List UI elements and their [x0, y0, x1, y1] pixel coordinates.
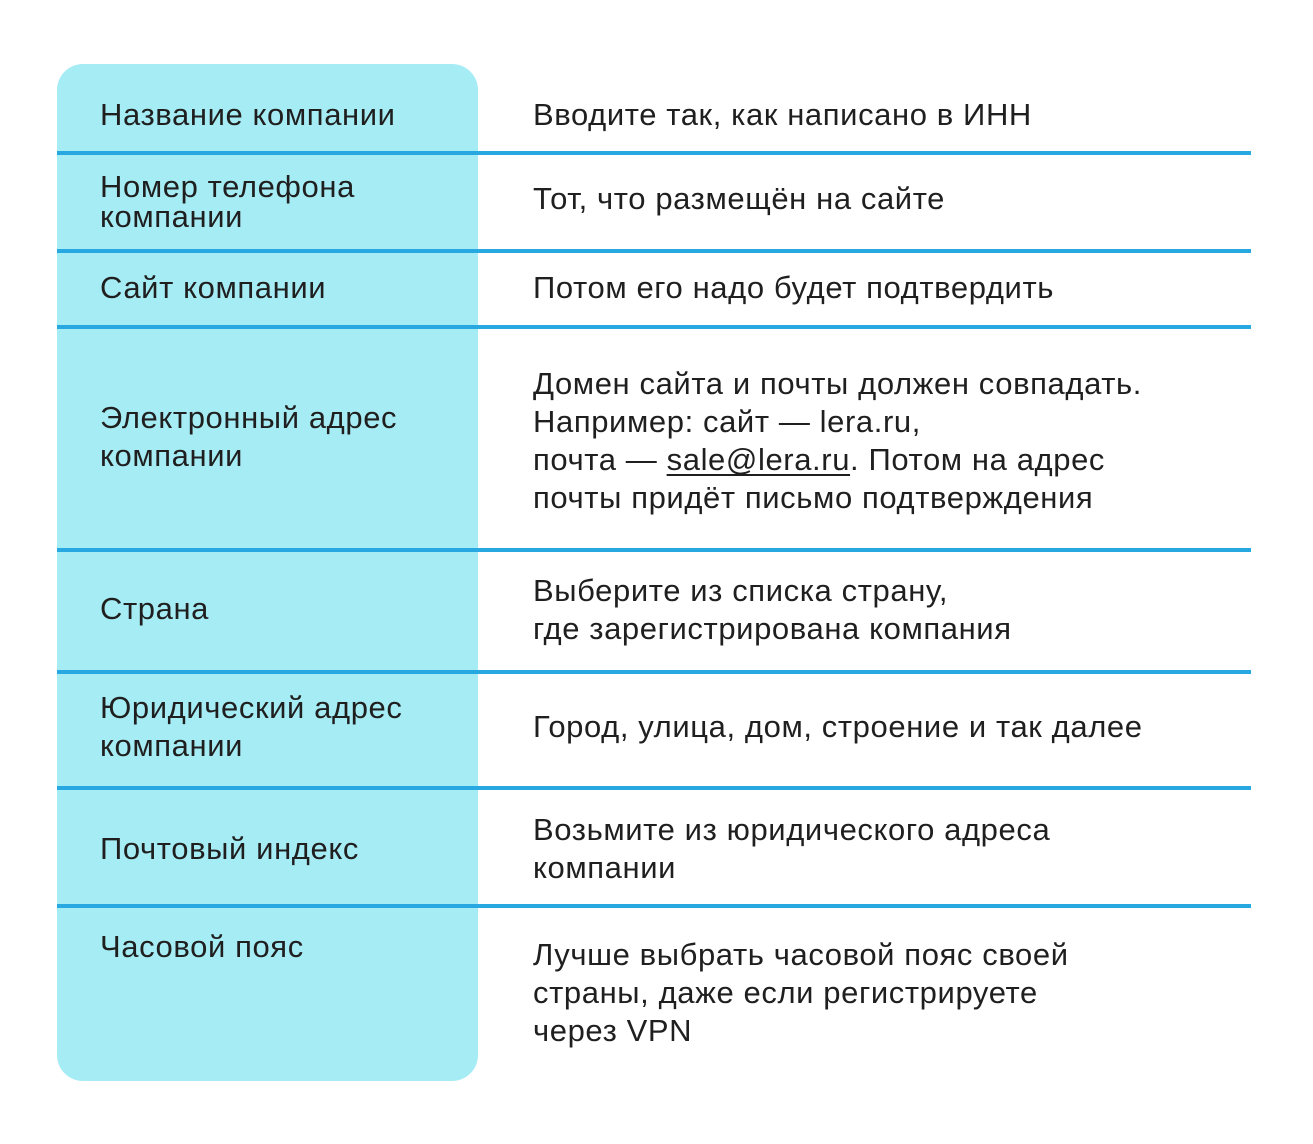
row-desc-company-email: [533, 365, 1142, 517]
row-desc-company-site: Потом его надо будет подтвердить: [533, 270, 1055, 305]
label-line: Номер телефона: [100, 169, 355, 204]
row-divider: [57, 670, 1251, 674]
desc-line: [533, 441, 1142, 479]
label-line: компании: [100, 728, 244, 763]
row-label-postal-code: Почтовый индекс: [100, 831, 359, 866]
row-desc-country: [533, 572, 1012, 648]
desc-line: Домен сайта и почты должен совпадать.: [533, 366, 1142, 401]
desc-line: через VPN: [533, 1013, 693, 1048]
row-label-company-email: [100, 399, 397, 475]
row-desc-legal-address: Город, улица, дом, строение и так далее: [533, 709, 1143, 744]
row-divider: [57, 786, 1251, 790]
row-desc-company-name: Вводите так, как написано в ИНН: [533, 97, 1032, 132]
desc-text: . Потом на адрес: [850, 442, 1106, 477]
desc-line: компании: [533, 850, 677, 885]
desc-line: Лучше выбрать часовой пояс своей: [533, 937, 1069, 972]
row-desc-timezone: [533, 936, 1069, 1050]
row-divider: [57, 151, 1251, 155]
desc-line: страны, даже если регистрируете: [533, 975, 1038, 1010]
row-label-company-site: Сайт компании: [100, 270, 327, 305]
row-divider: [57, 249, 1251, 253]
label-line: Электронный адрес: [100, 400, 398, 435]
desc-text: почта —: [533, 442, 667, 477]
row-divider: [57, 904, 1251, 908]
row-desc-postal-code: [533, 811, 1050, 887]
desc-line: почты придёт письмо подтверждения: [533, 480, 1094, 515]
desc-line: Например: сайт — lera.ru,: [533, 404, 921, 439]
row-label-company-phone: [100, 169, 355, 234]
row-label-timezone: Часовой пояс: [100, 929, 304, 964]
row-label-country: Страна: [100, 591, 210, 626]
row-divider: [57, 548, 1251, 552]
email-link[interactable]: sale@lera.ru: [666, 442, 851, 477]
label-line: Юридический адрес: [100, 690, 403, 725]
row-divider: [57, 325, 1251, 329]
desc-line: Выберите из списка страну,: [533, 573, 949, 608]
row-label-legal-address: [100, 689, 403, 765]
row-label-company-name: Название компании: [100, 97, 396, 132]
label-line: компании: [100, 199, 244, 234]
desc-line: Возьмите из юридического адреса: [533, 812, 1051, 847]
desc-line: где зарегистрирована компания: [533, 611, 1012, 646]
label-line: компании: [100, 438, 244, 473]
row-desc-company-phone: Тот, что размещён на сайте: [533, 181, 946, 216]
